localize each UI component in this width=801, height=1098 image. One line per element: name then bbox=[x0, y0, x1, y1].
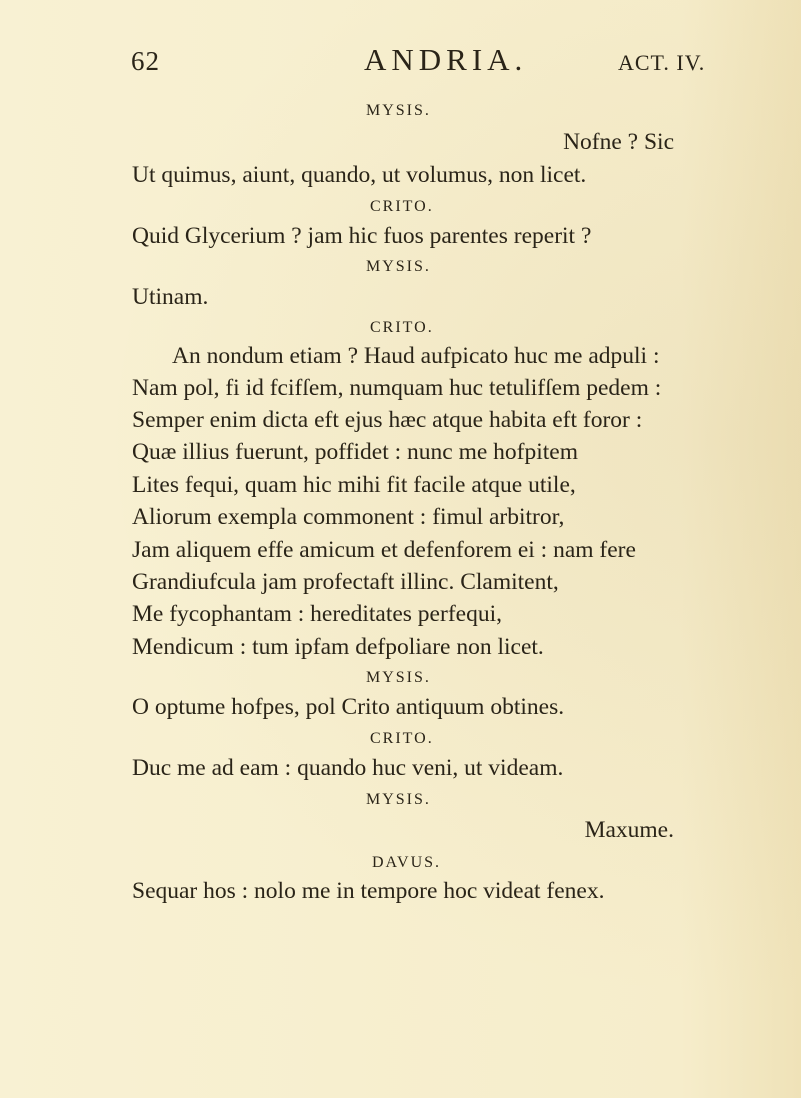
verse-line: Sequar hos : nolo me in tempore hoc videat fenex. bbox=[132, 878, 605, 904]
verse-line: Quæ illius fuerunt, poffidet : nunc me hofpitem bbox=[132, 439, 578, 465]
verse-line: Maxume. bbox=[584, 817, 674, 843]
speaker-crito: CRITO. bbox=[370, 198, 434, 215]
verse-line: Aliorum exempla commonent : fimul arbitror, bbox=[132, 504, 565, 530]
speaker-mysis: MYSIS. bbox=[366, 102, 431, 119]
verse-line: Ut quimus, aiunt, quando, ut volumus, non licet. bbox=[132, 162, 587, 188]
speaker-davus: DAVUS. bbox=[372, 854, 442, 871]
verse-line: Jam aliquem effe amicum et defenforem ei : nam fere bbox=[132, 537, 636, 563]
verse-line: Grandiufcula jam profectaft illinc. Clamitent, bbox=[132, 569, 559, 595]
speaker-mysis: MYSIS. bbox=[366, 258, 431, 275]
verse-line: Semper enim dicta eft ejus hæc atque habita eft foror : bbox=[132, 407, 643, 433]
act-label: ACT. IV. bbox=[618, 50, 706, 75]
verse-line: Me fycophantam : hereditates perfequi, bbox=[132, 601, 502, 627]
verse-line: Nofne ? Sic bbox=[563, 129, 674, 155]
verse-line: An nondum etiam ? Haud aufpicato huc me adpuli : bbox=[172, 343, 660, 369]
verse-line: Utinam. bbox=[132, 284, 209, 310]
page-header bbox=[0, 38, 801, 78]
verse-line: Mendicum : tum ipfam defpoliare non licet. bbox=[132, 634, 544, 660]
running-title: ANDRIA. bbox=[364, 42, 528, 77]
speaker-crito: CRITO. bbox=[370, 319, 434, 336]
speaker-mysis: MYSIS. bbox=[366, 791, 431, 808]
verse-line: Lites fequi, quam hic mihi fit facile atque utile, bbox=[132, 472, 576, 498]
speaker-crito: CRITO. bbox=[370, 730, 434, 747]
verse-line: Nam pol, fi id fcifſem, numquam huc tetulifſem pedem : bbox=[132, 375, 662, 401]
verse-line: Quid Glycerium ? jam hic fuos parentes reperit ? bbox=[132, 223, 592, 249]
verse-line: Duc me ad eam : quando huc veni, ut videam. bbox=[132, 755, 564, 781]
page-number: 62 bbox=[131, 46, 160, 76]
speaker-mysis: MYSIS. bbox=[366, 669, 431, 686]
verse-line: O optume hofpes, pol Crito antiquum obtines. bbox=[132, 694, 565, 720]
